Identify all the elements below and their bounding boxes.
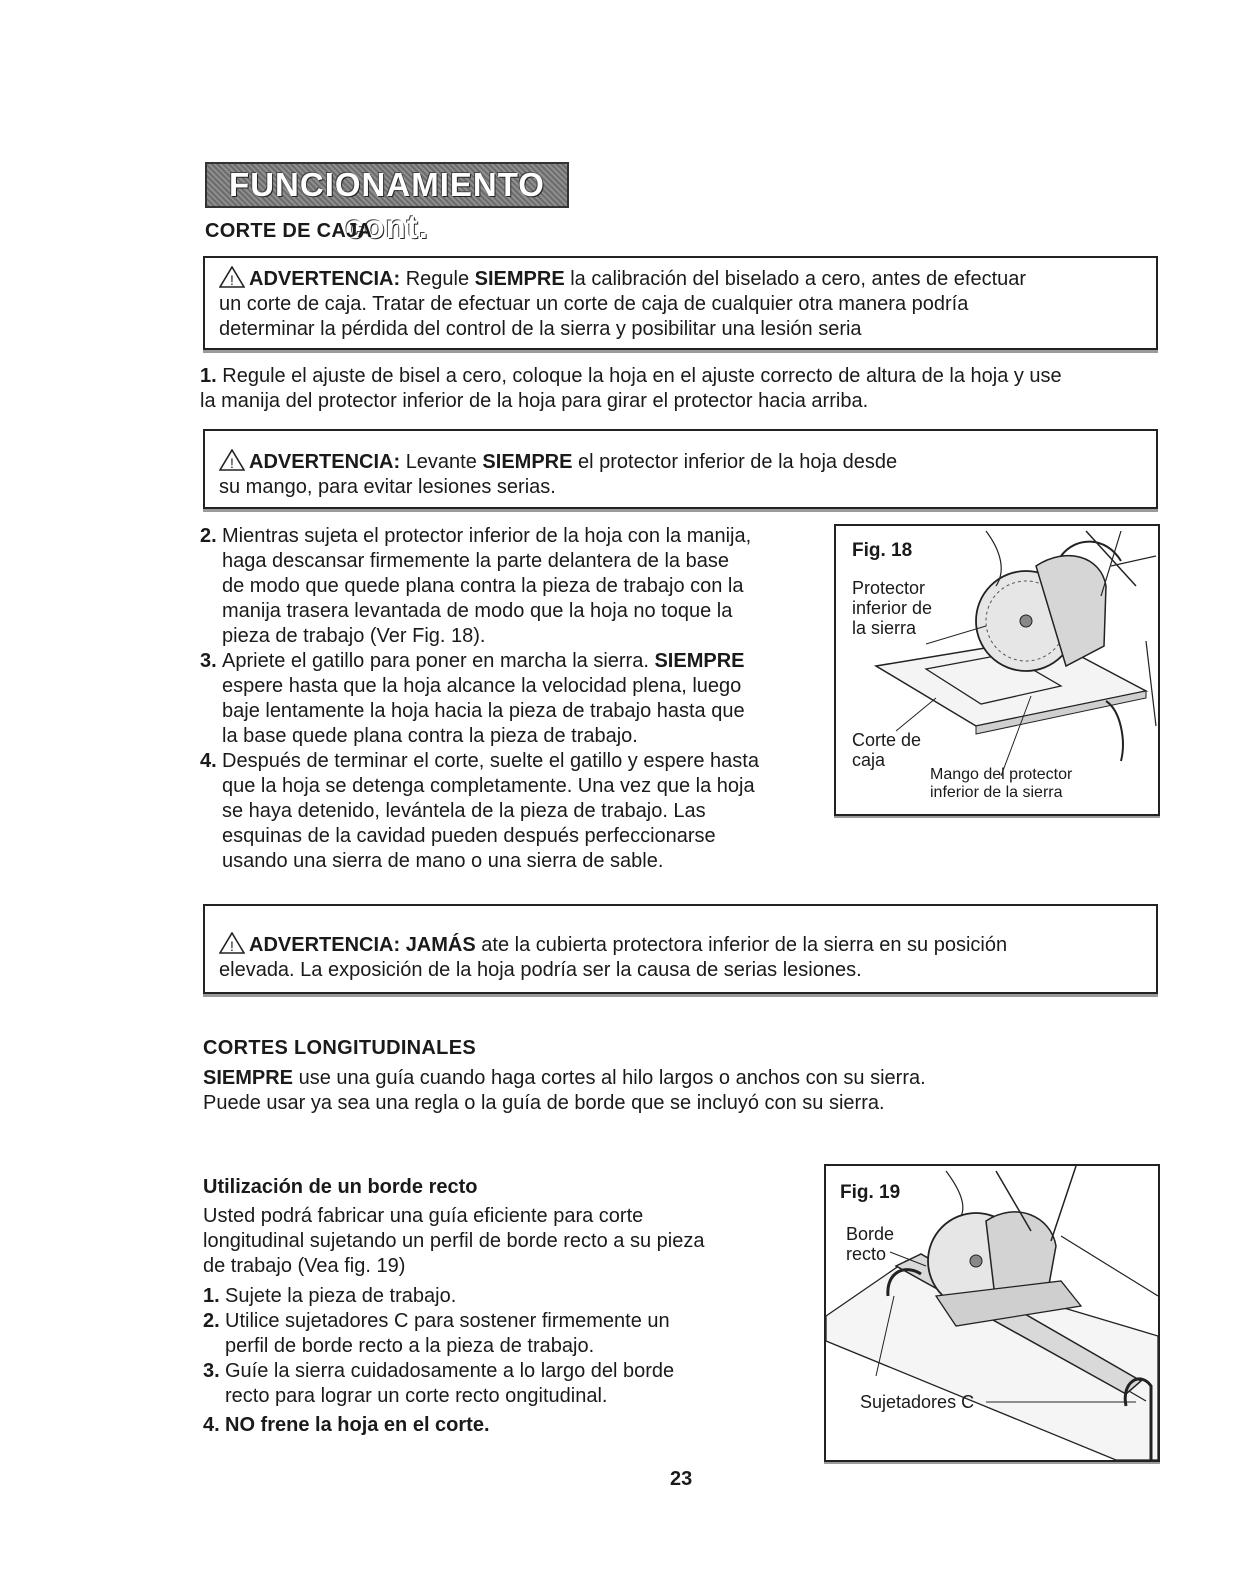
step-number: 3. (203, 1360, 220, 1382)
warning-text: elevada. La exposición de la hoja podría ser la causa de serias lesiones. (219, 959, 862, 981)
step-text: la base quede plana contra la pieza de trabajo. (222, 725, 638, 747)
callout-text: Borde (846, 1224, 895, 1244)
step-text: espere hasta que la hoja alcance la velocidad plena, luego (222, 675, 742, 697)
step-text: recto para lograr un corte recto ongitudinal. (225, 1385, 608, 1407)
callout-text: Corte de (852, 730, 922, 750)
callout-text: la sierra (852, 618, 917, 638)
warning-box-1 (203, 256, 1158, 350)
callout-corte (852, 730, 921, 770)
step-2 (200, 524, 810, 649)
borde-step-3 (203, 1359, 803, 1409)
warning-label: ADVERTENCIA: (249, 934, 401, 956)
callout-borde (846, 1224, 894, 1264)
paragraph-text: use una guía cuando haga cortes al hilo largos o anchos con su sierra. (298, 1067, 926, 1089)
intro-text: longitudinal sujetando un perfil de borde recto a su pieza (203, 1230, 705, 1252)
step-text: que la hoja se detenga completamente. Una vez que la hoja (222, 775, 755, 797)
step-number: 4. (200, 750, 217, 772)
callout-mango (930, 766, 1072, 802)
intro-text: Usted podrá fabricar una guía eficiente para corte (203, 1205, 644, 1227)
warning-text: Regule (405, 268, 470, 290)
section-banner: FUNCIONAMIENTO cont. (205, 162, 569, 208)
step-text: Apriete el gatillo para poner en marcha la sierra. (222, 650, 649, 672)
svg-text:!: ! (230, 938, 234, 954)
step-number: 4. (203, 1414, 220, 1436)
step-text: Mientras sujeta el protector inferior de la hoja con la manija, (222, 525, 752, 547)
warning-text: Levante (405, 451, 477, 473)
step-number: 2. (200, 525, 217, 547)
section-title-cortes-longitudinales: CORTES LONGITUDINALES (203, 1037, 476, 1059)
page-number: 23 (670, 1468, 693, 1490)
step-text: manija trasera levantada de modo que la hoja no toque la (222, 600, 733, 622)
callout-text: recto (846, 1244, 887, 1264)
warning-text: un corte de caja. Tratar de efectuar un corte de caja de cualquier otra manera podría (219, 293, 969, 315)
figure-label: Fig. 18 (852, 540, 913, 561)
step-text: Regule el ajuste de bisel a cero, coloque la hoja en el ajuste correcto de altura de la hoja y use (222, 365, 1062, 387)
step-text-bold: NO frene la hoja en el corte. (225, 1414, 490, 1436)
warning-emphasis: SIEMPRE (474, 268, 565, 290)
callout-text: caja (852, 750, 886, 770)
paragraph-text: Puede usar ya sea una regla o la guía de borde que se incluyó con su sierra. (203, 1092, 885, 1114)
borde-step-1 (203, 1284, 803, 1309)
step-text: perfil de borde recto a la pieza de trabajo. (225, 1335, 595, 1357)
step-4 (200, 749, 810, 874)
step-text: usando una sierra de mano o una sierra de sable. (222, 850, 664, 872)
borde-recto-steps (203, 1284, 803, 1438)
paragraph-emphasis: SIEMPRE (203, 1067, 294, 1089)
callout-text: Protector (852, 578, 926, 598)
callout-protector (852, 578, 932, 638)
step-text: baje lentamente la hoja hacia la pieza de trabajo hasta que (222, 700, 745, 722)
saw-straight-edge-illustration (826, 1166, 1158, 1460)
steps-list (200, 524, 810, 874)
section-title-corte-de-caja: CORTE DE CAJA (205, 220, 373, 242)
warning-label: ADVERTENCIA: (249, 451, 401, 473)
step-number: 1. (200, 365, 217, 387)
step-number: 2. (203, 1310, 220, 1332)
step-text: de modo que quede plana contra la pieza de trabajo con la (222, 575, 744, 597)
warning-emphasis: SIEMPRE (482, 451, 573, 473)
warning-text: el protector inferior de la hoja desde (578, 451, 898, 473)
callout-text: Mango del protector (930, 766, 1073, 783)
warning-text: la calibración del biselado a cero, antes de efectuar (570, 268, 1027, 290)
callout-text: inferior de (852, 598, 933, 618)
figure-19 (824, 1164, 1160, 1462)
callout-sujetadores: Sujetadores C (860, 1392, 975, 1412)
subsection-title-borde-recto: Utilización de un borde recto (203, 1176, 478, 1198)
subsection-intro (203, 1204, 803, 1279)
section2-paragraph (203, 1066, 1153, 1116)
warning-triangle-icon (219, 449, 245, 471)
svg-text:!: ! (230, 272, 234, 288)
step-emphasis: SIEMPRE (654, 650, 745, 672)
borde-step-4 (203, 1413, 803, 1438)
warning-text: ate la cubierta protectora inferior de la sierra en su posición (481, 934, 1008, 956)
step-text: la manija del protector inferior de la hoja para girar el protector hacia arriba. (200, 390, 869, 412)
step-text: haga descansar firmemente la parte delantera de la base (222, 550, 729, 572)
warning-box-2 (203, 429, 1158, 509)
warning-box-3 (203, 904, 1158, 994)
warning-label: ADVERTENCIA: (249, 268, 401, 290)
warning-triangle-icon (219, 266, 245, 288)
step-number: 1. (203, 1285, 220, 1307)
step-text: Después de terminar el corte, suelte el gatillo y espere hasta (222, 750, 759, 772)
intro-text: de trabajo (Vea fig. 19) (203, 1255, 406, 1277)
figure-18 (834, 524, 1160, 816)
callout-text: inferior de la sierra (930, 784, 1063, 801)
warning-text: su mango, para evitar lesiones serias. (219, 476, 556, 498)
step-text: Sujete la pieza de trabajo. (225, 1285, 457, 1307)
warning-text: determinar la pérdida del control de la sierra y posibilitar una lesión seria (219, 318, 862, 340)
step-text: pieza de trabajo (Ver Fig. 18). (222, 625, 486, 647)
step-text: Guíe la sierra cuidadosamente a lo largo del borde (225, 1360, 675, 1382)
warning-triangle-icon (219, 932, 245, 954)
step-text: esquinas de la cavidad pueden después perfeccionarse (222, 825, 716, 847)
svg-text:!: ! (230, 455, 234, 471)
step-text: Utilice sujetadores C para sostener firmemente un (225, 1310, 670, 1332)
borde-step-2 (203, 1309, 803, 1359)
step-3 (200, 649, 810, 749)
step-1 (200, 364, 1160, 414)
step-text: se haya detenido, levántela de la pieza de trabajo. Las (222, 800, 706, 822)
figure-label: Fig. 19 (840, 1182, 901, 1203)
warning-emphasis: JAMÁS (405, 934, 476, 956)
step-number: 3. (200, 650, 217, 672)
